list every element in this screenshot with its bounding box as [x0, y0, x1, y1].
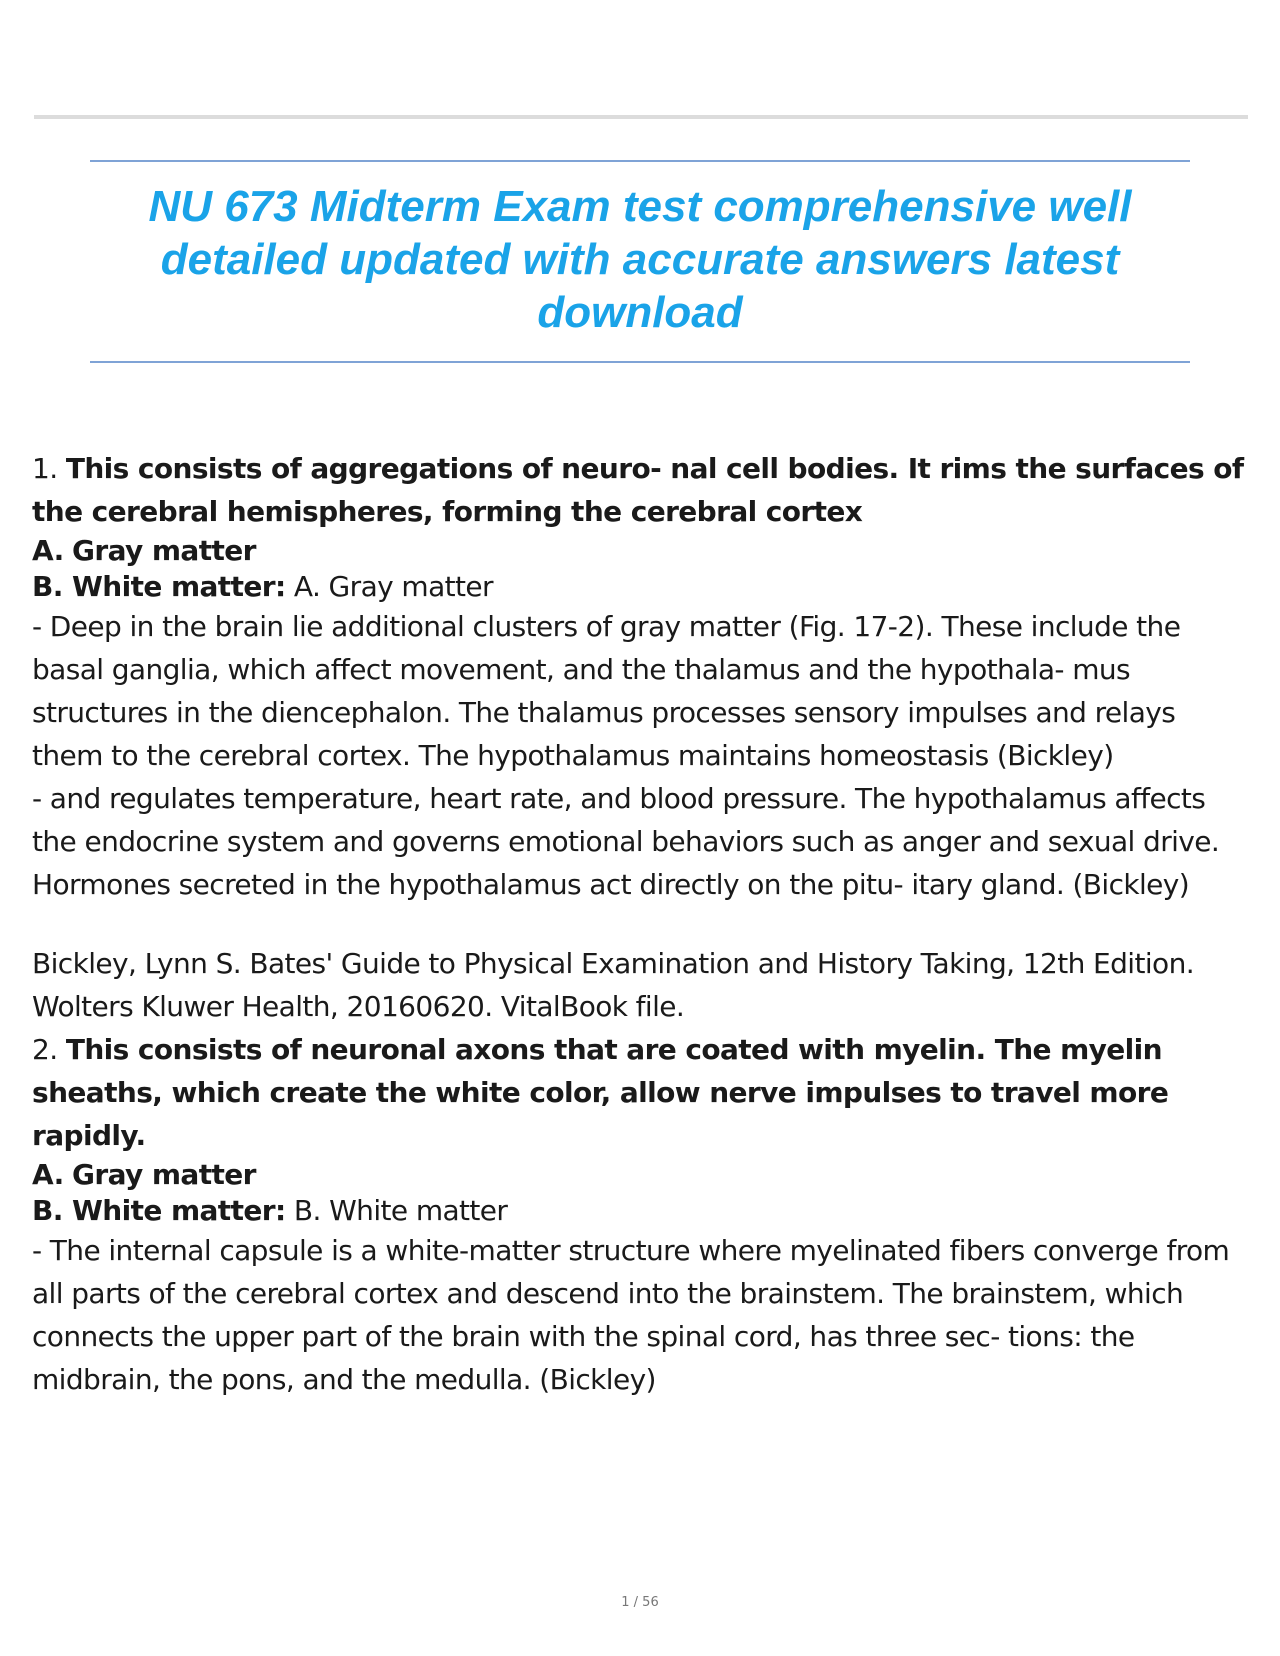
question-number: 1. — [32, 452, 58, 485]
option-letter: B. — [32, 1194, 63, 1227]
option-text: Gray matter — [72, 1158, 256, 1191]
option-text: White matter: — [72, 570, 286, 603]
question-prompt: This consists of aggregations of neuro- nal cell bodies. It rims the surfaces of the cerebral hemispheres, forming the cerebral cortex — [32, 452, 1244, 528]
option-b — [32, 569, 1252, 605]
answer-text: B. White matter — [293, 1194, 508, 1227]
answer-text: A. Gray matter — [293, 570, 493, 603]
question-number: 2. — [32, 1033, 58, 1066]
option-letter: A. — [32, 534, 64, 567]
option-letter: A. — [32, 1158, 64, 1191]
explanation-paragraph: - and regulates temperature, heart rate, and blood pressure. The hypothalamus affects the endocrine system and governs emotional behaviors such as anger and sexual drive. Hormones secreted in the hypothalamus act directly on the pitu- itary gland. (Bickley) — [32, 782, 1220, 901]
option-b — [32, 1193, 1252, 1229]
paragraph-spacer — [32, 906, 1252, 942]
title-rule-bottom — [90, 361, 1190, 363]
question-text — [32, 1028, 1252, 1157]
question-1 — [32, 447, 1252, 1028]
option-text: Gray matter — [72, 534, 256, 567]
option-a — [32, 1157, 1252, 1193]
document-body — [32, 447, 1252, 1401]
option-text: White matter: — [72, 1194, 286, 1227]
page-indicator: 1 / 56 — [621, 1595, 659, 1610]
question-2 — [32, 1028, 1252, 1401]
explanation-paragraph: - Deep in the brain lie additional clusters of gray matter (Fig. 17-2). These include the basal ganglia, which affect movement, and the thalamus and the hypothala- mus structures in the diencephalon. The thalamus processes sensory impulses and relays them to the cerebral cortex. The hypothalamus maintains homeostasis (Bickley) — [32, 610, 1181, 772]
reference-citation: Bickley, Lynn S. Bates' Guide to Physical Examination and History Taking, 12th Edition. Wolters Kluwer Health, 20160620. VitalBook file. — [32, 947, 1195, 1023]
document-title: NU 673 Midterm Exam test comprehensive well detailed updated with accurate answers latest download — [148, 182, 1132, 337]
question-text — [32, 447, 1252, 533]
option-letter: B. — [32, 570, 63, 603]
option-a — [32, 533, 1252, 569]
top-divider — [34, 115, 1248, 119]
title-rule-top — [90, 160, 1190, 162]
question-prompt: This consists of neuronal axons that are coated with myelin. The myelin sheaths, which create the white color, allow nerve impulses to travel more rapidly. — [32, 1033, 1169, 1152]
explanation-paragraph: - The internal capsule is a white-matter structure where myelinated fibers converge from all parts of the cerebral cortex and descend into the brainstem. The brainstem, which connects the upper part of the brain with the spinal cord, has three sec- tions: the midbrain, the pons, and the medulla. (Bickley) — [32, 1234, 1230, 1396]
